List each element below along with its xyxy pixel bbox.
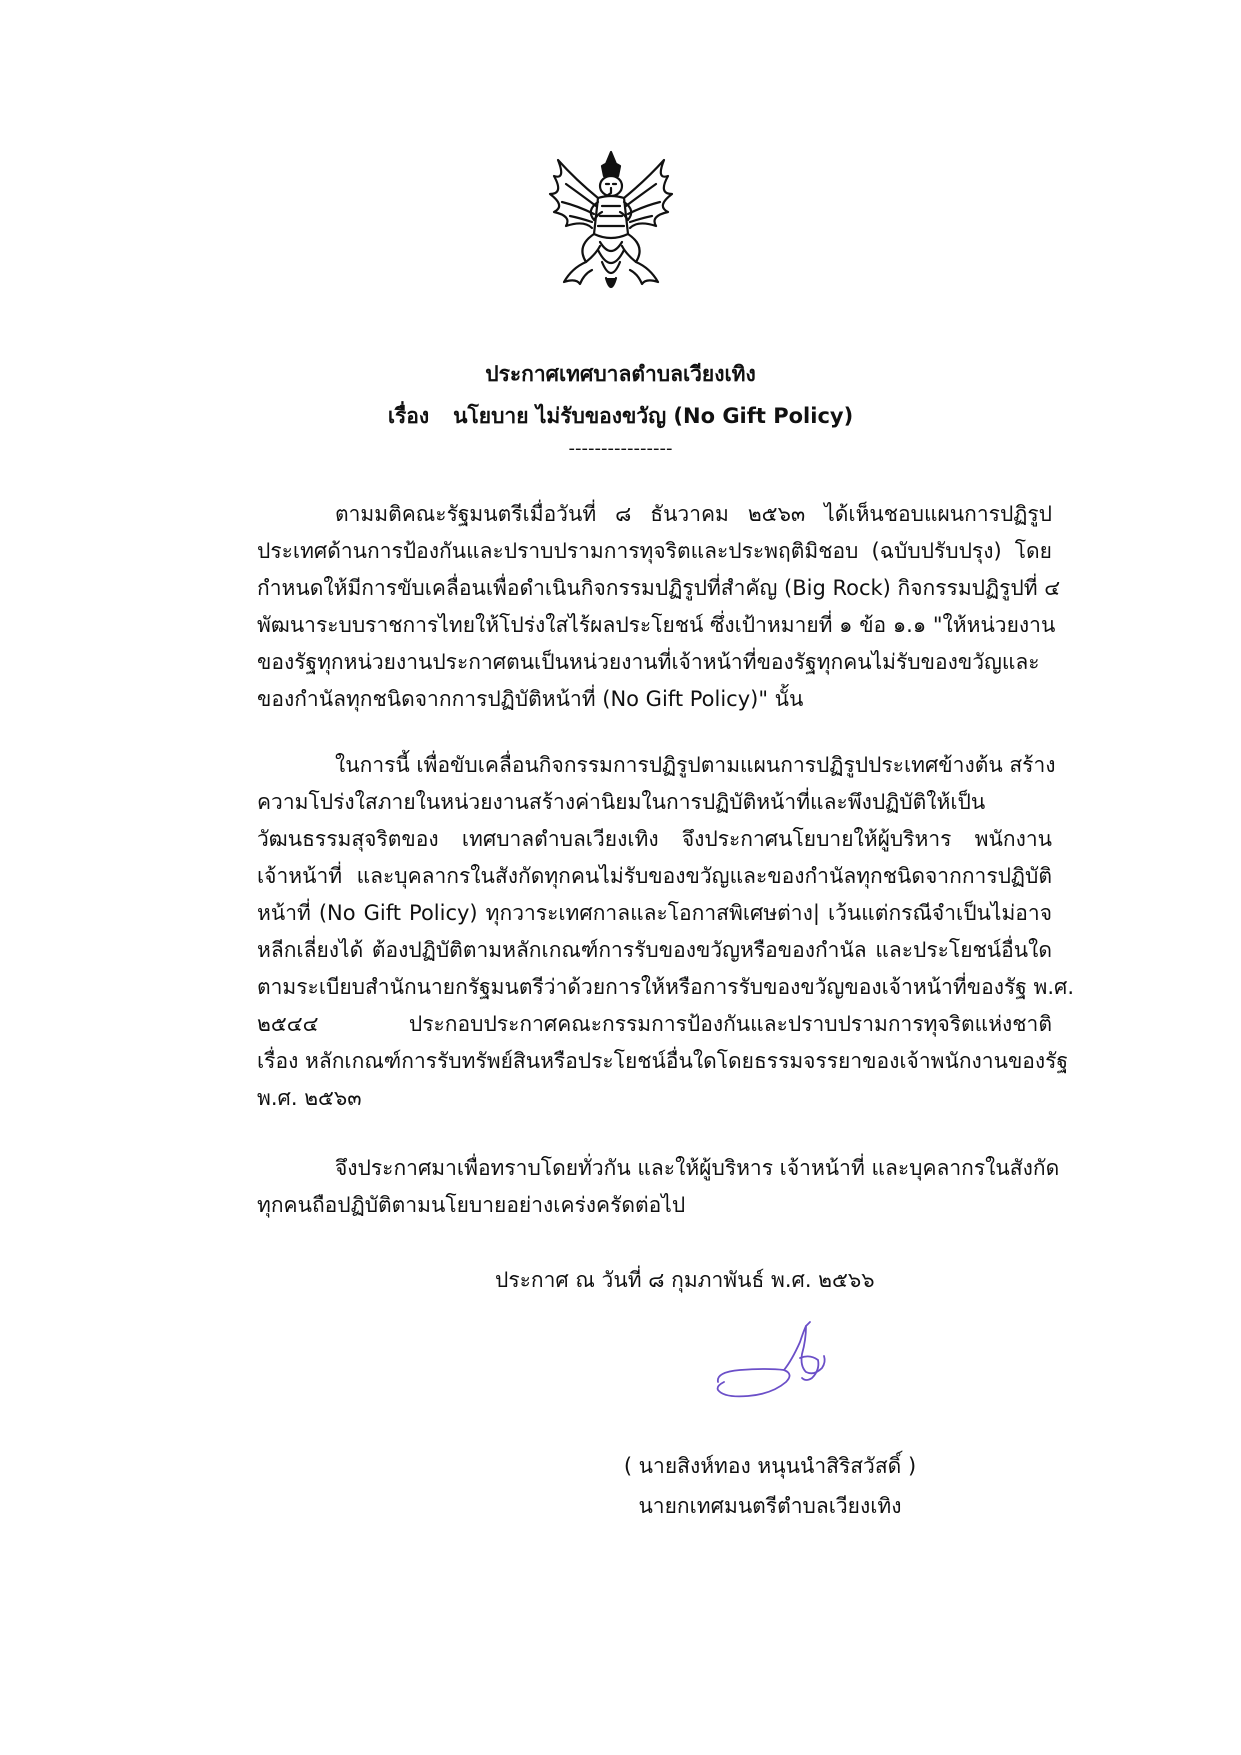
- paragraph-line: วัฒนธรรมสุจริตของ เทศบาลตำบลเวียงเทิง จึงประกาศนโยบายให้ผู้บริหาร พนักงาน: [257, 827, 1052, 851]
- subject-text: นโยบาย ไม่รับของขวัญ (No Gift Policy): [453, 404, 854, 428]
- paragraph-line: กำหนดให้มีการขับเคลื่อนเพื่อดำเนินกิจกรรมปฏิรูปที่สำคัญ (Big Rock) กิจกรรมปฏิรูปที่ ๔: [257, 576, 1061, 600]
- subject-label: เรื่อง: [387, 404, 430, 428]
- garuda-emblem-icon: [536, 150, 686, 300]
- paragraph-line: หลีกเลี่ยงได้ ต้องปฏิบัติตามหลักเกณฑ์การรับของขวัญหรือของกำนัล และประโยชน์อื่นใด: [257, 938, 1052, 962]
- announcement-title: ประกาศเทศบาลตำบลเวียงเทิง: [485, 362, 756, 386]
- signature-icon: [710, 1320, 860, 1420]
- paragraph-line: ในการนี้ เพื่อขับเคลื่อนกิจกรรมการปฏิรูปตามแผนการปฏิรูปประเทศข้างต้น สร้าง: [335, 753, 1056, 777]
- paragraph-line: ๒๕๔๔ ประกอบประกาศคณะกรรมการป้องกันและปราบปรามการทุจริตแห่งชาติ: [257, 1012, 1052, 1036]
- paragraph-line: ของกำนัลทุกชนิดจากการปฏิบัติหน้าที่ (No Gift Policy)" นั้น: [257, 687, 804, 711]
- paragraph-line: หน้าที่ (No Gift Policy) ทุกวาระเทศกาลและโอกาสพิเศษต่าง| เว้นแต่กรณีจำเป็นไม่อาจ: [257, 901, 1052, 925]
- paragraph-line: ตามมติคณะรัฐมนตรีเมื่อวันที่ ๘ ธันวาคม ๒๕๖๓ ได้เห็นชอบแผนการปฏิรูป: [335, 502, 1052, 526]
- paragraph-3: [257, 1150, 1060, 1224]
- announcement-subject: [0, 400, 1241, 433]
- paragraph-line: ของรัฐทุกหน่วยงานประกาศตนเป็นหน่วยงานที่เจ้าหน้าที่ของรัฐทุกคนไม่รับของขวัญและ: [257, 650, 1040, 674]
- announcement-date: ประกาศ ณ วันที่ ๘ กุมภาพันธ์ พ.ศ. ๒๕๖๖: [495, 1268, 875, 1292]
- paragraph-line: ความโปร่งใสภายในหน่วยงานสร้างค่านิยมในการปฏิบัติหน้าที่และพึงปฏิบัติให้เป็น: [257, 790, 986, 814]
- paragraph-2: [257, 747, 1075, 1117]
- paragraph-line: เจ้าหน้าที่ และบุคลากรในสังกัดทุกคนไม่รับของขวัญและของกำนัลทุกชนิดจากการปฏิบัติ: [257, 864, 1052, 888]
- paragraph-line: พัฒนาระบบราชการไทยให้โปร่งใสไร้ผลประโยชน์ ซึ่งเป้าหมายที่ ๑ ข้อ ๑.๑ "ให้หน่วยงาน: [257, 613, 1056, 637]
- signer-position: นายกเทศมนตรีตำบลเวียงเทิง: [638, 1494, 902, 1518]
- title-divider: ----------------: [568, 438, 673, 459]
- signer-name: ( นายสิงห์ทอง หนุนนำสิริสวัสดิ์ ): [623, 1454, 917, 1478]
- paragraph-1: [257, 496, 1061, 718]
- paragraph-line: ตามระเบียบสำนักนายกรัฐมนตรีว่าด้วยการให้หรือการรับของขวัญของเจ้าหน้าที่ของรัฐ พ.ศ.: [257, 975, 1075, 999]
- paragraph-line: จึงประกาศมาเพื่อทราบโดยทั่วกัน และให้ผู้บริหาร เจ้าหน้าที่ และบุคลากรในสังกัด: [335, 1156, 1060, 1180]
- paragraph-line: ทุกคนถือปฏิบัติตามนโยบายอย่างเคร่งครัดต่อไป: [257, 1193, 686, 1217]
- paragraph-line: เรื่อง หลักเกณฑ์การรับทรัพย์สินหรือประโยชน์อื่นใดโดยธรรมจรรยาของเจ้าพนักงานของรัฐ: [257, 1049, 1069, 1073]
- paragraph-line: ประเทศด้านการป้องกันและปราบปรามการทุจริตและประพฤติมิชอบ (ฉบับปรับปรุง) โดย: [257, 539, 1052, 563]
- paragraph-line: พ.ศ. ๒๕๖๓: [257, 1086, 362, 1110]
